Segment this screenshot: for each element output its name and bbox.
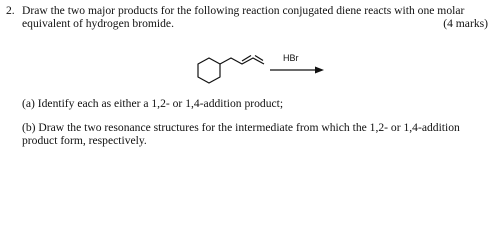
question-number: 2. [6, 4, 15, 17]
diene-chain [220, 58, 264, 64]
question-text-line2: equivalent of hydrogen bromide. [22, 17, 174, 30]
question-marks: (4 marks) [443, 17, 488, 30]
cyclohexane-ring [198, 58, 220, 83]
reagent-label: HBr [283, 53, 299, 63]
part-b-text-line1: (b) Draw the two resonance structures for the intermediate from which the 1,2- or 1,4-addition [22, 121, 460, 134]
part-b-text-line2: product form, respectively. [22, 134, 147, 147]
reaction-arrow-head [315, 67, 324, 74]
question-text-line1: Draw the two major products for the following reaction conjugated diene reacts with one molar [22, 4, 465, 17]
part-a-text: (a) Identify each as either a 1,2- or 1,4-addition product; [22, 97, 284, 110]
double-bond-2 [255, 56, 263, 61]
double-bond-1 [242, 56, 251, 62]
